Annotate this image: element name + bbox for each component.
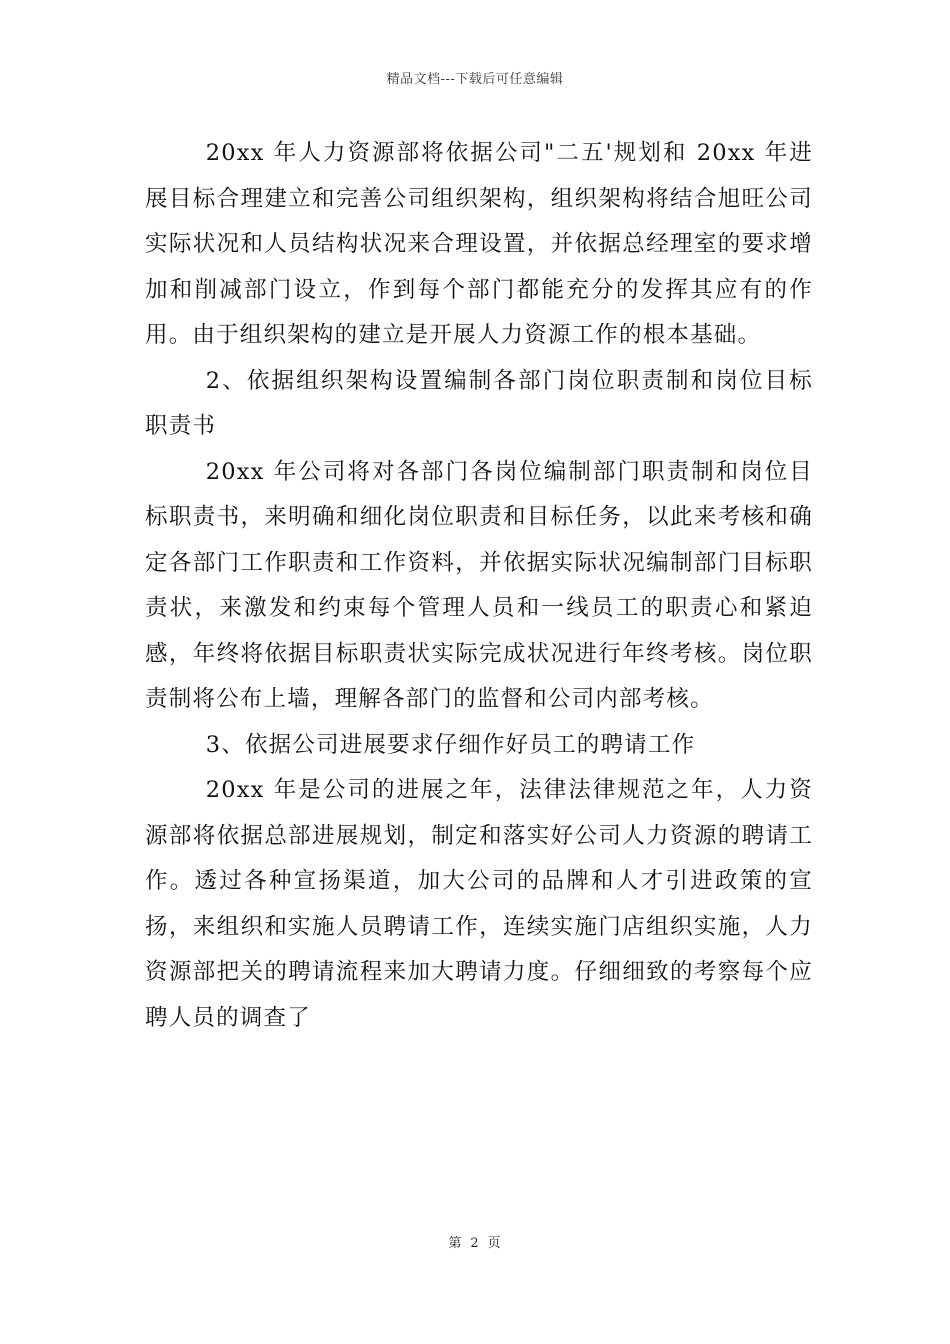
- paragraph-job-responsibility: 20xx 年公司将对各部门各岗位编制部门职责制和岗位目标职责书，来明确和细化岗位职责和目标任务，以此来考核和确定各部门工作职责和工作资料，并依据实际状况编制部门目标职责状，来激发和约束每个管理人员和一线员工的职责心和紧迫感，年终将依据目标职责状实际完成状况进行年终考核。岗位职责制将公布上墙，理解各部门的监督和公司内部考核。: [145, 458, 813, 712]
- section-heading-2: 2、依据组织架构设置编制各部门岗位职责制和岗位目标职责书: [145, 367, 813, 439]
- paragraph-org-structure: 20xx 年人力资源部将依据公司"二五'规划和 20xx 年进展目标合理建立和完善公司组织架构，组织架构将结合旭旺公司实际状况和人员结构状况来合理设置，并依据总经理室的要求增加和削减部门设立，作到每个部门都能充分的发挥其应有的作用。由于组织架构的建立是开展人力资源工作的根本基础。: [145, 140, 813, 348]
- document-body: [145, 131, 813, 1041]
- page-footer: [0, 1232, 950, 1251]
- page-number: 2: [470, 1236, 480, 1251]
- paragraph-recruitment: 20xx 年是公司的进展之年，法律法律规范之年，人力资源部将依据总部进展规划，制定和落实好公司人力资源的聘请工作。透过各种宣扬渠道，加大公司的品牌和人才引进政策的宣扬，来组织和实施人员聘请工作，连续实施门店组织实施，人力资源部把关的聘请流程来加大聘请力度。仔细细致的考察每个应聘人员的调查了: [145, 777, 813, 1031]
- page-number-suffix: 页: [487, 1236, 502, 1251]
- section-heading-3: 3、依据公司进展要求仔细作好员工的聘请工作: [205, 731, 696, 758]
- page-header: 精品文档---下载后可任意编辑: [386, 72, 564, 87]
- page-number-prefix: 第: [448, 1236, 463, 1251]
